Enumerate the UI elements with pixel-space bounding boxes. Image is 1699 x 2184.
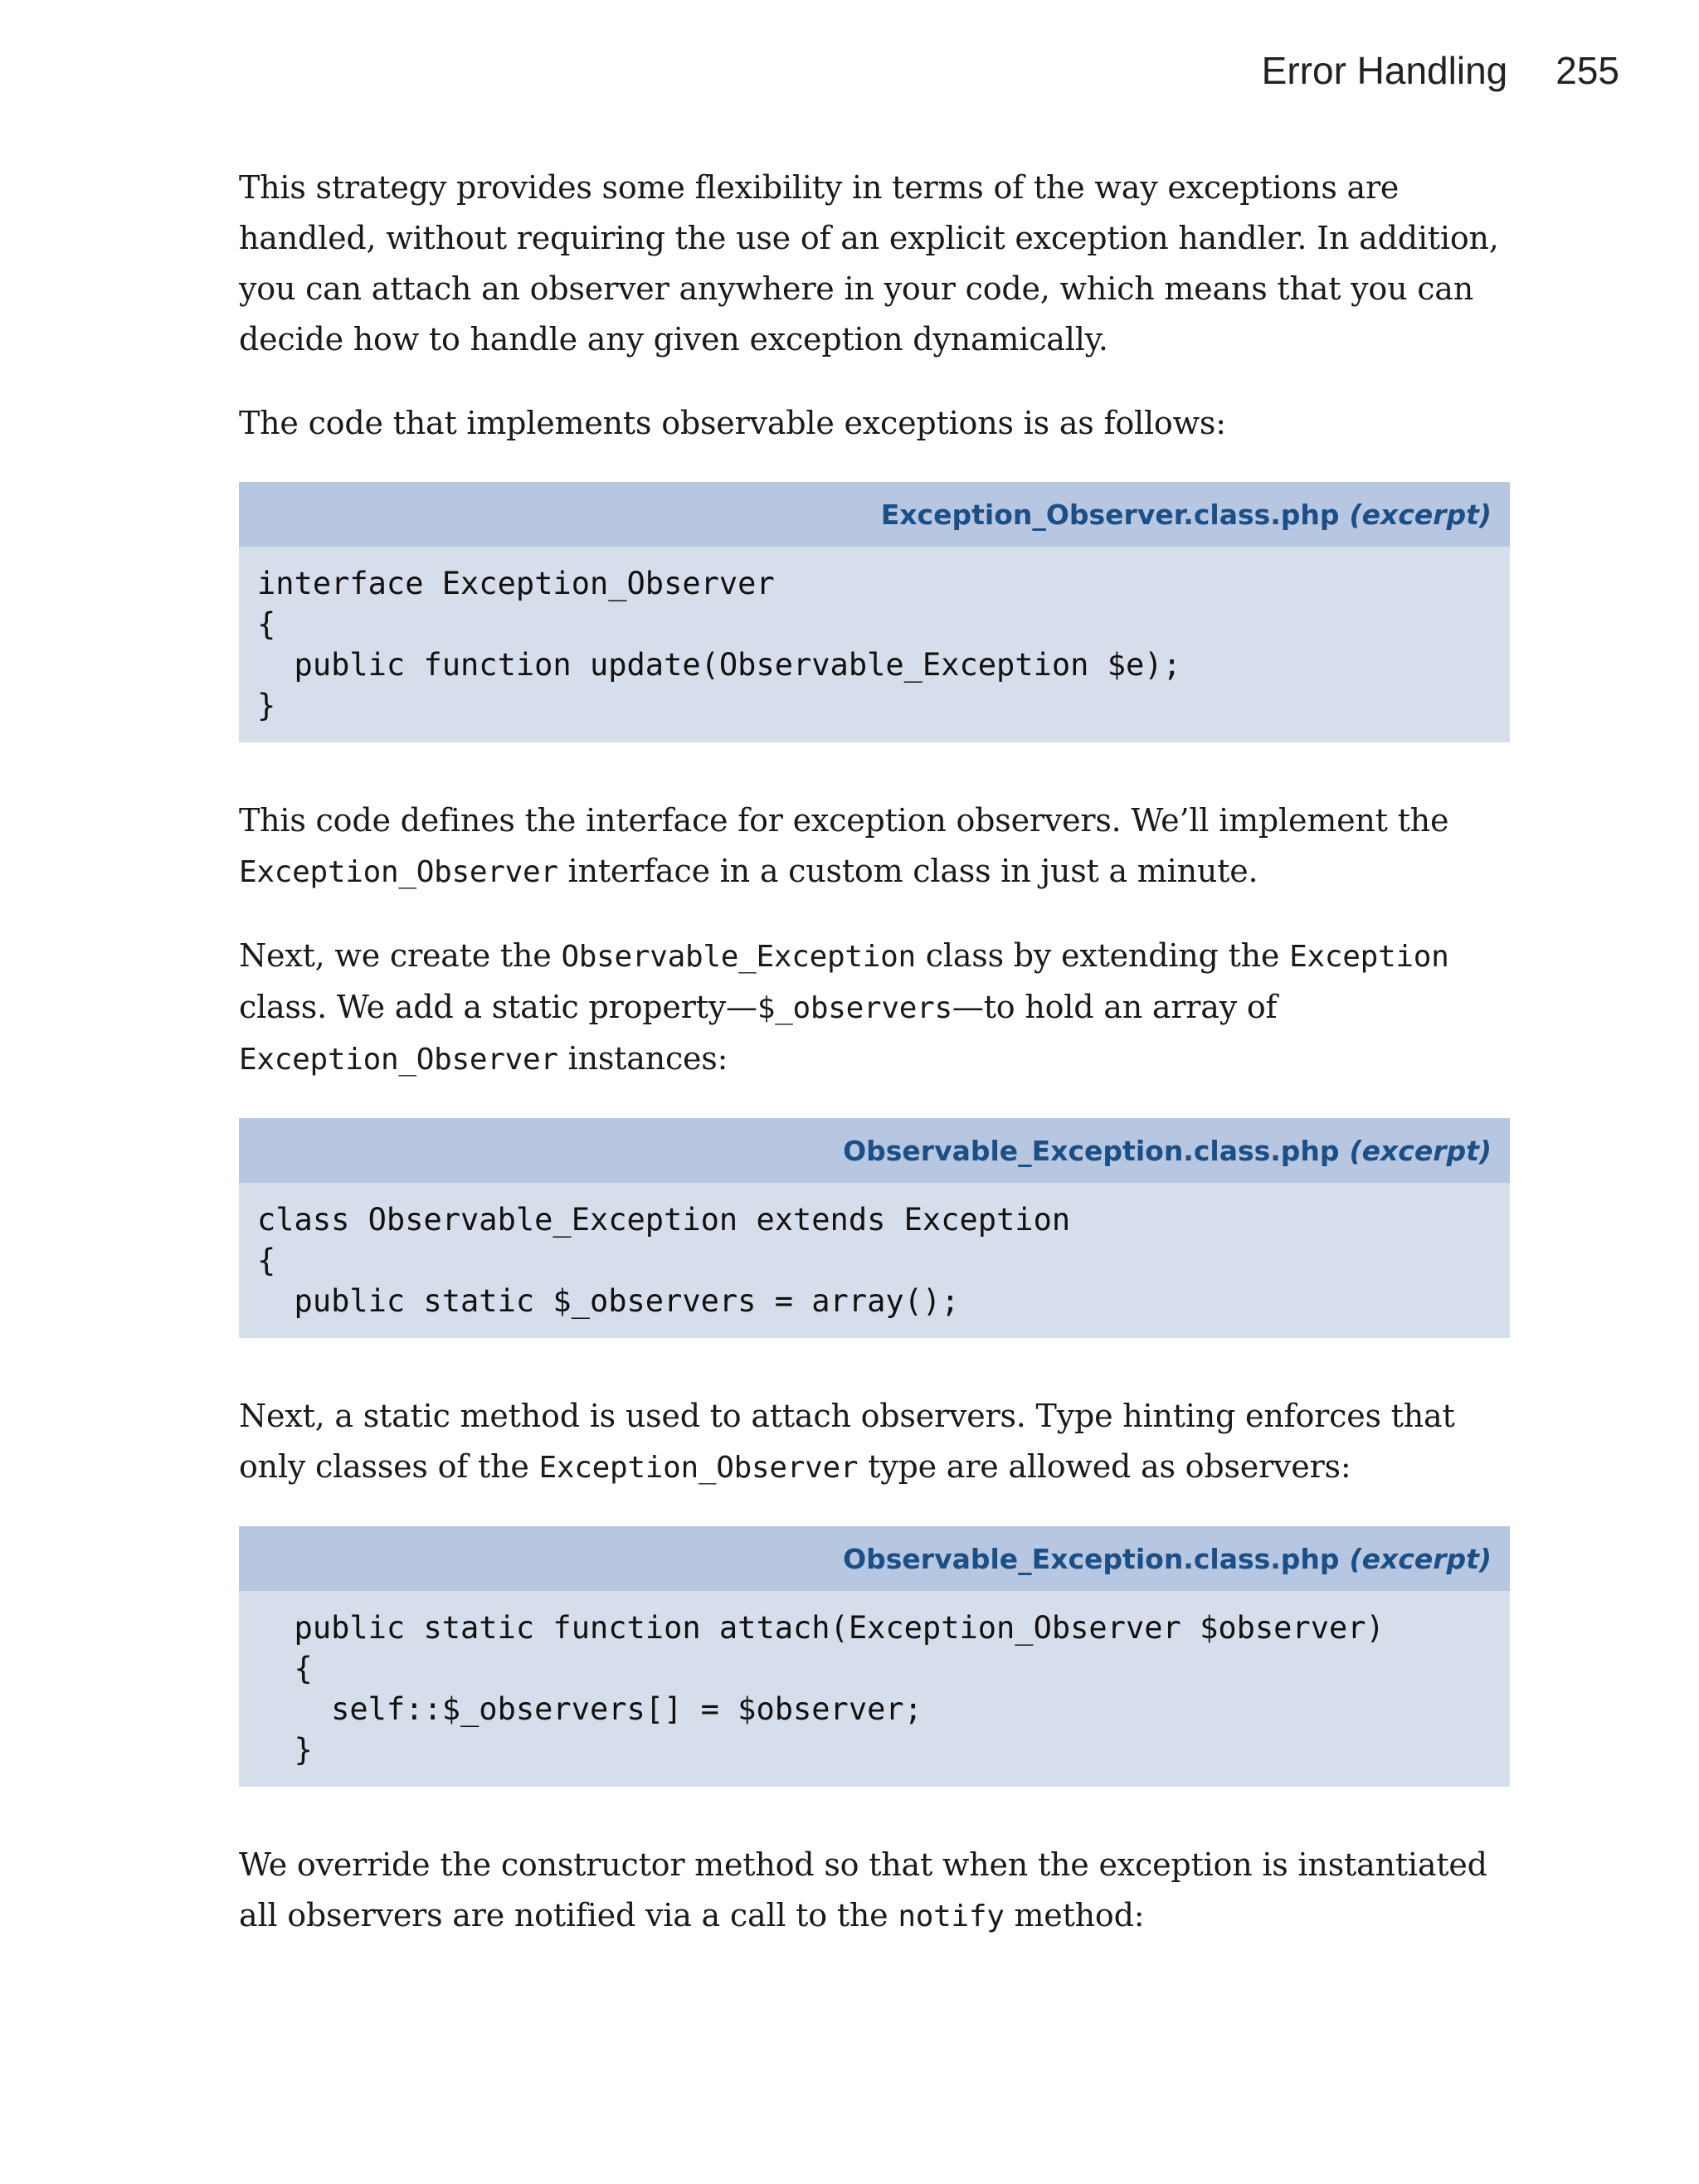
inline-code: $_observers — [757, 991, 952, 1025]
inline-code: notify — [898, 1899, 1005, 1933]
page-number: 255 — [1555, 49, 1619, 92]
paragraph-constructor — [239, 1840, 1510, 1942]
text-run: This code defines the interface for exception observers. We’ll implement the — [239, 802, 1449, 839]
code-block: class Observable_Exception extends Exception { public static $_observers = array(); — [257, 1202, 1071, 1319]
running-head — [1262, 48, 1619, 93]
text-run: class. We add a static property— — [239, 989, 757, 1025]
inline-code: Observable_Exception — [561, 940, 916, 974]
text-run: method: — [1004, 1897, 1145, 1933]
code-block: interface Exception_Observer { public function update(Observable_Exception $e); } — [257, 566, 1181, 723]
inline-code: Exception_Observer — [239, 855, 558, 889]
text-run: —to hold an array of — [952, 989, 1278, 1025]
code-listing-caption — [239, 482, 1510, 547]
inline-code: Exception — [1289, 940, 1449, 974]
text-run: type are allowed as observers: — [858, 1448, 1351, 1485]
paragraph-observable-exception — [239, 931, 1510, 1085]
code-listing-excerpt-note: (excerpt) — [1349, 498, 1492, 531]
text-run: interface in a custom class in just a minute. — [557, 853, 1258, 889]
code-listing-excerpt-note: (excerpt) — [1349, 1134, 1492, 1167]
code-listing-caption — [239, 1118, 1510, 1183]
inline-code: Exception_Observer — [538, 1451, 859, 1485]
text-run: class by extending the — [915, 937, 1290, 974]
code-listing-attach — [239, 1526, 1510, 1787]
code-listing-filename: Observable_Exception.class.php — [843, 1542, 1340, 1575]
chapter-title: Error Handling — [1261, 49, 1508, 92]
paragraph-interface-defined — [239, 795, 1510, 897]
code-listing-filename: Observable_Exception.class.php — [843, 1134, 1340, 1167]
code-listing-excerpt-note: (excerpt) — [1349, 1542, 1492, 1575]
code-listing-exception-observer — [239, 482, 1510, 742]
text-run: instances: — [557, 1040, 728, 1077]
paragraph-strategy: This strategy provides some flexibility in terms of the way exceptions are handled, without requiring the use of an explicit exception handler. In addition, you can attach an observer anywhere in your code, which means that you can decide how to handle any given exception dynamically. — [239, 169, 1499, 358]
text-run: Next, we create the — [239, 937, 562, 974]
code-block: public static function attach(Exception_Observer $observer) { self::$_observers[] = $observer; } — [294, 1610, 1385, 1768]
page-content — [239, 163, 1510, 1975]
code-listing-filename: Exception_Observer.class.php — [880, 498, 1340, 531]
text-run: We override the constructor method so that when the exception is instantiated all observers are notified via a call to the — [239, 1846, 1487, 1933]
paragraph-intro-code: The code that implements observable exceptions is as follows: — [239, 405, 1226, 441]
code-listing-caption — [239, 1526, 1510, 1591]
code-listing-observable-exception-class — [239, 1118, 1510, 1338]
paragraph-attach-method — [239, 1391, 1510, 1493]
text-run: Next, a static method is used to attach observers. Type hinting enforces that only classes of the — [239, 1398, 1455, 1485]
inline-code: Exception_Observer — [239, 1043, 558, 1077]
